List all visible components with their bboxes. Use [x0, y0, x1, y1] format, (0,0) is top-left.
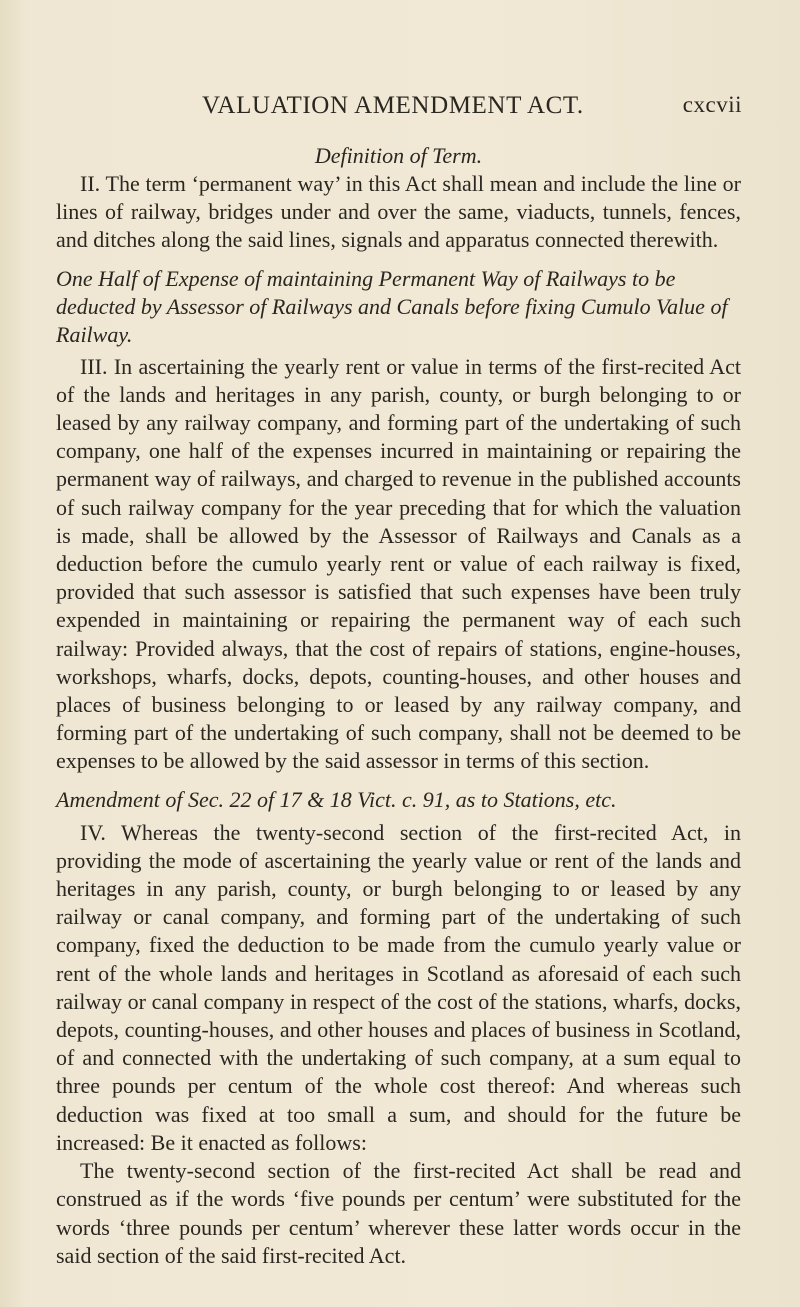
running-head: [56, 92, 742, 124]
paragraph-section-iv-continuation: The twenty-second section of the first-recited Act shall be read and construed as if the words ‘five pounds per centum’ were substituted for the words ‘three pounds per centum’ wherever these latter words occur in the said section of the said first-recited Act.: [56, 1158, 741, 1268]
paragraph-section-iv: IV. Whereas the twenty-second section of the first-recited Act, in providing the mode of ascertaining the yearly value or rent of the lands and heritages in any parish, county, or burgh belonging to or leased by any railway or canal company, and forming part of the undertaking of such company, fixed the deduction to be made from the cumulo yearly value or rent of the whole lands and heritages in Scotland as aforesaid of each such railway or canal company in respect of the cost of the stations, wharfs, docks, depots, counting-houses, and other houses and places of business in Scotland, of and connected with the undertaking of such company, at a sum equal to three pounds per centum of the whole cost thereof: And whereas such deduction was fixed at too small a sum, and should for the future be increased: Be it enacted as follows:: [56, 819, 741, 1155]
section-heading-half-expense: One Half of Expense of maintaining Permanent Way of Railways to be deducted by Assessor of Railways and Canals before fixing Cumulo Value of Railway.: [56, 265, 728, 347]
section-heading-amendment: Amendment of Sec. 22 of 17 & 18 Vict. c. 91, as to Stations, etc.: [56, 786, 617, 812]
paragraph-section-iii: III. In ascertaining the yearly rent or value in terms of the first-recited Act of the lands and heritages in any parish, county, or burgh belonging to or leased by any railway company, and forming part of the undertaking of such company, one half of the expenses incurred in maintaining or repairing the permanent way of railways, and charged to revenue in the published accounts of such railway company for the year preceding that for which the valuation is made, shall be allowed by the Assessor of Railways and Canals as a deduction before the cumulo yearly rent or value of each railway is fixed, provided that such assessor is satisfied that such expenses have been truly expended in maintaining or repairing the permanent way of each such railway: Provided always, that the cost of repairs of stations, engine-houses, workshops, wharfs, docks, depots, counting-houses, and other houses and places of business belonging to or leased by any railway company, and forming part of the undertaking of such company, shall not be deemed to be expenses to be allowed by the said assessor in terms of this section.: [56, 353, 741, 774]
page-number: cxcvii: [682, 92, 742, 117]
section-heading-definition: Definition of Term.: [314, 143, 483, 168]
paragraph-section-ii: II. The term ‘permanent way’ in this Act shall mean and include the line or lines of railway, bridges under and over the same, viaducts, tunnels, fences, and ditches along the said lines, signals and apparatus connected therewith.: [56, 171, 741, 253]
page-body: [56, 142, 741, 1270]
running-title: VALUATION AMENDMENT ACT.: [202, 92, 584, 119]
